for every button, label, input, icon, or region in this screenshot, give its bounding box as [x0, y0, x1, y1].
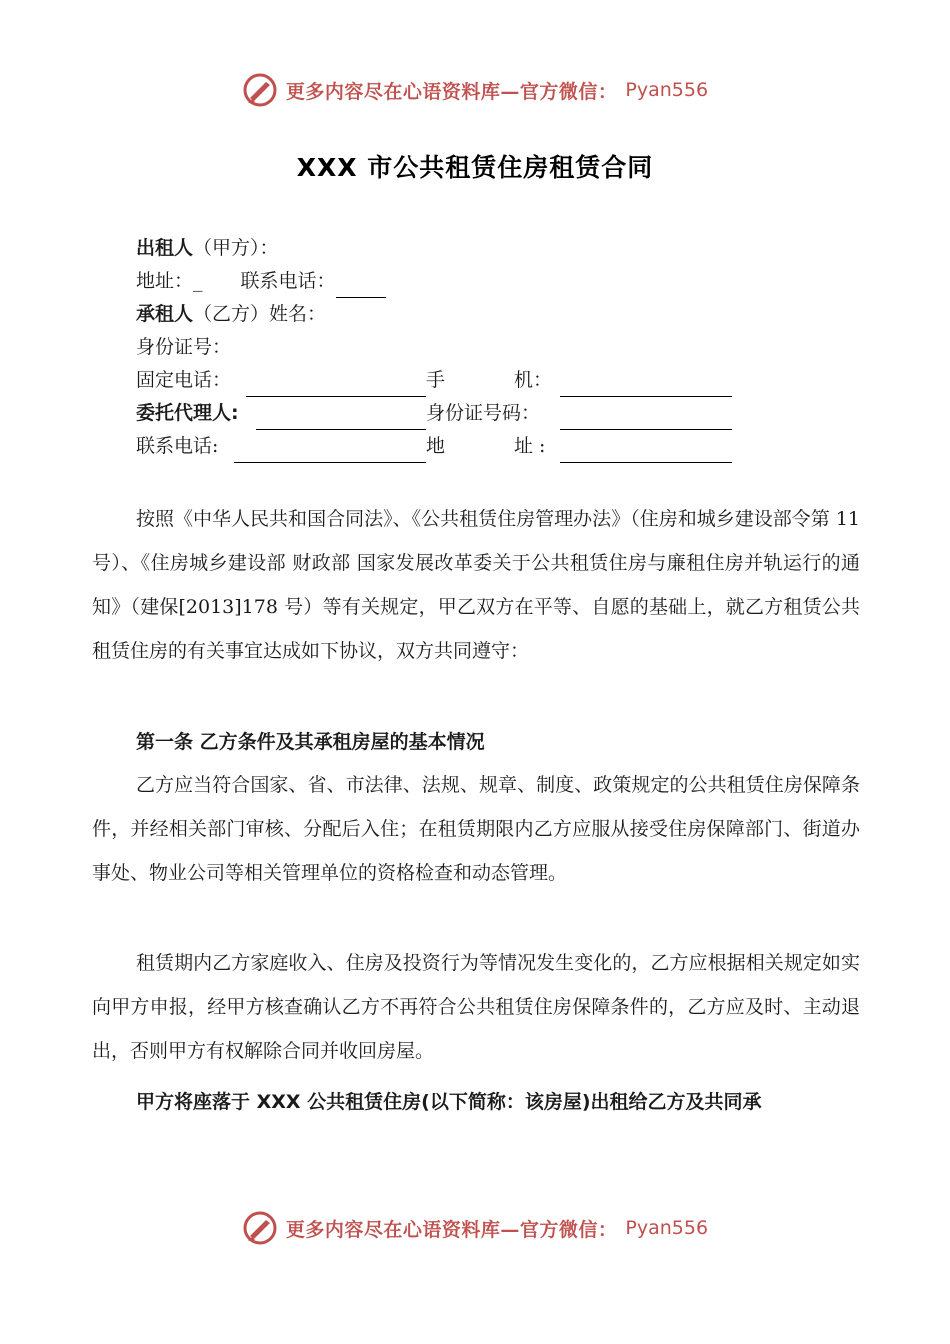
address-row [136, 265, 732, 298]
pen-logo-icon [242, 1210, 278, 1246]
preamble-block [92, 497, 860, 673]
watermark-header [0, 72, 950, 108]
watermark-text: 更多内容尽在心语资料库—官方微信： [285, 1218, 618, 1241]
watermark-account: Pyan556 [625, 79, 709, 101]
agent-label: 委托代理人: [136, 402, 239, 424]
landline-blank [246, 374, 426, 397]
mobile-label-b: 机： [514, 369, 553, 391]
party-info-block [136, 232, 732, 463]
clause-bold-text: 甲方将座落于 XXX 公共租赁住房(以下简称：该房屋)出租给乙方及共同承 [136, 1091, 762, 1113]
mobile-label-a: 手 [426, 369, 446, 391]
watermark-text: 更多内容尽在心语资料库—官方微信： [285, 80, 618, 103]
document-title: XXX 市公共租赁住房租赁合同 [296, 153, 654, 182]
article1-heading: 第一条 乙方条件及其承租房屋的基本情况 [136, 731, 485, 753]
watermark-account: Pyan556 [625, 1217, 709, 1239]
phone-blank [336, 275, 386, 298]
agent-row [136, 397, 732, 430]
landline-row [136, 364, 732, 397]
id-code-blank [560, 407, 732, 430]
article1-para2-block [92, 941, 860, 1073]
phone-label: 联系电话： [240, 270, 336, 292]
preamble-text: 按照《中华人民共和国合同法》、《公共租赁住房管理办法》（住房和城乡建设部令第 11 号）、《住房城乡建设部 财政部 国家发展改革委关于公共租赁住房与廉租住房并轨运行的通知》（建保[2013]178 号）等有关规定，甲乙双方在平等、自愿的基础上，就乙方租赁公共租赁住房的有关事宜达成如下协议，双方共同遵守： [92, 508, 860, 662]
lessee-row [136, 298, 732, 331]
lessee-paren: （乙方）姓名： [193, 303, 327, 325]
contact-row [136, 430, 732, 463]
lessor-paren: （甲方）： [193, 237, 279, 259]
addr-label-b: 址 : [514, 435, 546, 457]
id-code-label: 身份证号码： [426, 402, 541, 424]
article1-para1-block [92, 763, 860, 895]
article1-para2: 租赁期内乙方家庭收入、住房及投资行为等情况发生变化的，乙方应根据相关规定如实向甲方申报，经甲方核查确认乙方不再符合公共租赁住房保障条件的，乙方应及时、主动退出，否则甲方有权解除合同并收回房屋。 [92, 952, 860, 1062]
lessee-label: 承租人 [136, 303, 194, 325]
contact-phone-label: 联系电话: [136, 435, 219, 457]
pen-logo-icon [242, 72, 278, 108]
addr-blank [560, 440, 732, 463]
lessor-label: 出租人 [136, 237, 194, 259]
lessor-row [136, 232, 732, 265]
contact-phone-blank [234, 440, 426, 463]
watermark-footer [0, 1210, 950, 1246]
id-row [136, 331, 732, 364]
agent-blank [256, 407, 426, 430]
addr-label-a: 地 [426, 435, 446, 457]
article1-para1: 乙方应当符合国家、省、市法律、法规、规章、制度、政策规定的公共租赁住房保障条件，并经相关部门审核、分配后入住；在租赁期限内乙方应服从接受住房保障部门、街道办事处、物业公司等相关管理单位的资格检查和动态管理。 [92, 774, 860, 884]
landline-label: 固定电话： [136, 369, 232, 391]
address-label: 地址：_ [136, 270, 203, 292]
id-label: 身份证号： [136, 336, 232, 358]
mobile-blank [560, 374, 732, 397]
